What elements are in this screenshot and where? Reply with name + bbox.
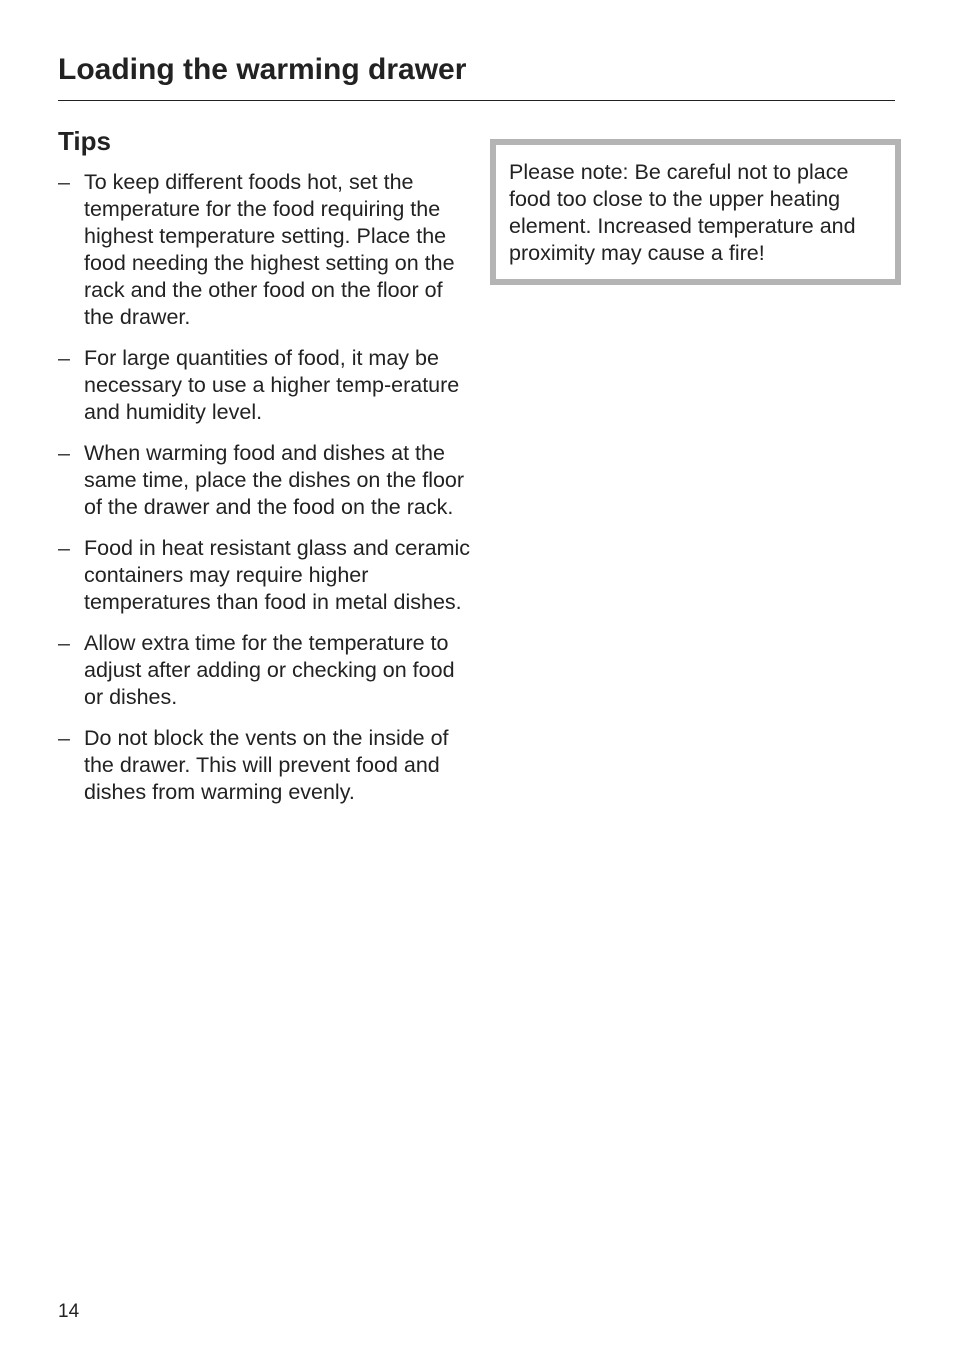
dash-bullet: – (58, 346, 70, 370)
tip-text: Allow extra time for the temperature to adjust after adding or checking on food or dishes. (84, 631, 455, 709)
warning-note-box: Please note: Be careful not to place food too close to the upper heating element. Increased temperature and proximity may cause a fire! (490, 139, 901, 285)
tip-text: When warming food and dishes at the same time, place the dishes on the floor of the drawer and the food on the rack. (84, 441, 465, 519)
dash-bullet: – (58, 441, 70, 465)
tip-text: Food in heat resistant glass and ceramic containers may require higher temperatures than food in metal dishes. (84, 536, 471, 614)
dash-bullet: – (58, 170, 70, 194)
page-title: Loading the warming drawer (58, 53, 467, 86)
tip-item-6 (58, 725, 470, 806)
dash-bullet: – (58, 631, 70, 655)
tips-list (58, 169, 470, 820)
tip-item-5 (58, 630, 470, 711)
dash-bullet: – (58, 536, 70, 560)
tip-text: Do not block the vents on the inside of the drawer. This will prevent food and dishes from warming evenly. (84, 726, 449, 804)
title-divider (58, 100, 895, 101)
tip-item-2 (58, 345, 470, 426)
tip-text: To keep different foods hot, set the temperature for the food requiring the highest temperature setting. Place the food needing the highest setting on the rack and the other food on the floor of the drawer. (84, 170, 455, 329)
tip-item-4 (58, 535, 470, 616)
tip-text: For large quantities of food, it may be necessary to use a higher temp-erature and humidity level. (84, 346, 460, 424)
page-number: 14 (58, 1301, 80, 1322)
tip-item-1 (58, 169, 470, 331)
tips-heading: Tips (58, 126, 111, 156)
dash-bullet: – (58, 726, 70, 750)
tip-item-3 (58, 440, 470, 521)
